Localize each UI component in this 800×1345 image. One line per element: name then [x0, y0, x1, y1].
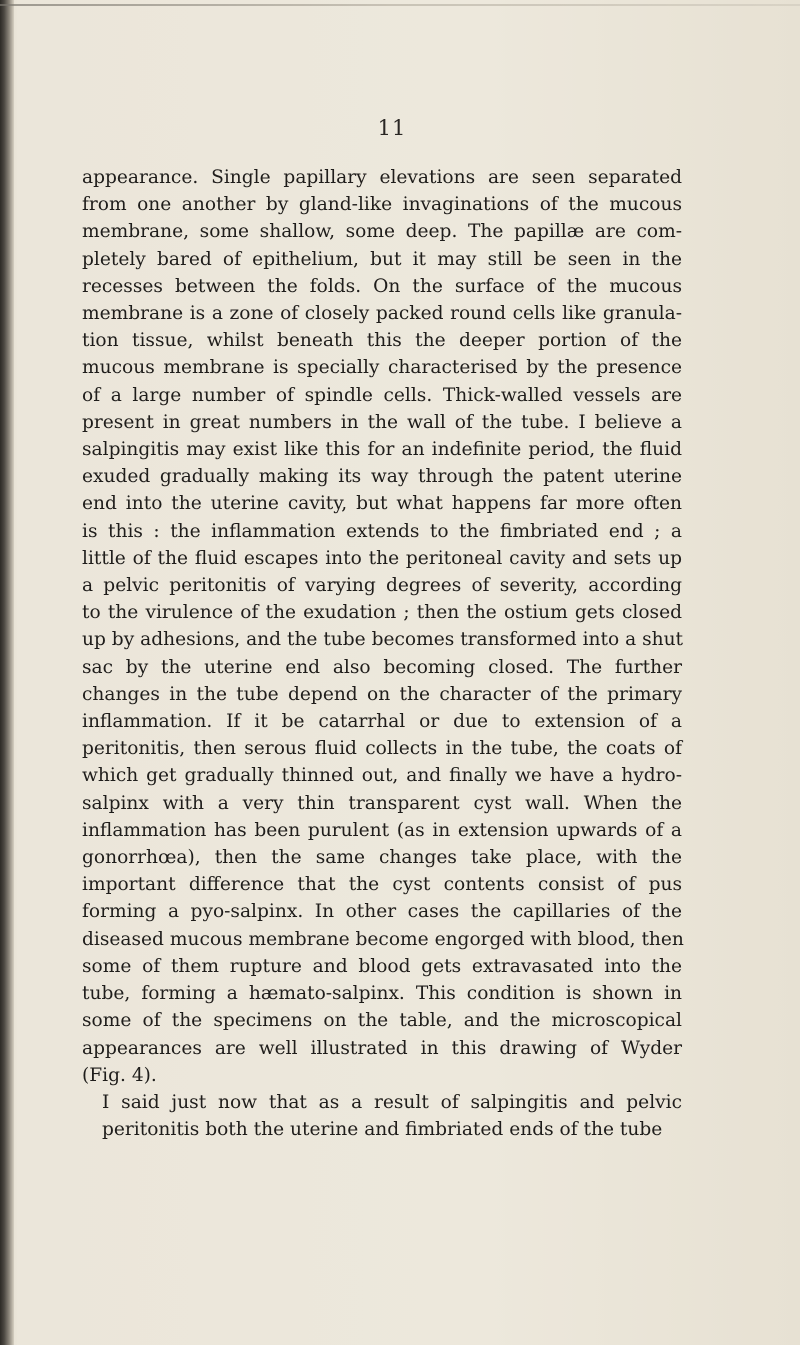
text-line: a pelvic peritonitis of varying degrees of severity, according: [82, 575, 682, 597]
text-line: I said just now that as a result of salpingitis and pelvic: [102, 1091, 682, 1113]
text-line: mucous membrane is specially characterised by the presence: [82, 357, 682, 379]
text-line: to the virulence of the exudation ; then the ostium gets closed: [82, 602, 682, 624]
text-line: end into the uterine cavity, but what happens far more often: [82, 493, 682, 515]
text-line: of a large number of spindle cells. Thick-walled vessels are: [82, 384, 682, 406]
text-line: inflammation. If it be catarrhal or due to extension of a: [82, 711, 682, 733]
text-line: peritonitis, then serous fluid collects in the tube, the coats of: [82, 738, 682, 760]
page-top-edge: [0, 4, 800, 6]
text-line: diseased mucous membrane become engorged with blood, then: [82, 928, 684, 950]
paragraph-1: [82, 164, 682, 1089]
text-line: membrane is a zone of closely packed round cells like granula-: [82, 303, 682, 325]
page-binding-edge: [0, 0, 14, 1345]
text-line: tion tissue, whilst beneath this the deeper portion of the: [82, 330, 682, 352]
paragraph-2: [82, 1089, 682, 1143]
text-line: little of the fluid escapes into the peritoneal cavity and sets up: [82, 547, 682, 569]
text-line: important difference that the cyst contents consist of pus: [82, 874, 682, 896]
text-line: some of them rupture and blood gets extravasated into the: [82, 955, 682, 977]
text-line: present in great numbers in the wall of the tube. I believe a: [82, 411, 682, 433]
text-line: membrane, some shallow, some deep. The papillæ are com-: [82, 221, 682, 243]
text-line: some of the specimens on the table, and the microscopical: [82, 1010, 682, 1032]
text-line: is this : the inflammation extends to the fimbriated end ; a: [82, 520, 682, 542]
text-line: sac by the uterine end also becoming closed. The further: [82, 656, 682, 678]
text-line: inflammation has been purulent (as in extension upwards of a: [82, 819, 682, 841]
text-line: gonorrhœa), then the same changes take place, with the: [82, 847, 682, 869]
text-line: peritonitis both the uterine and fimbriated ends of the tube: [102, 1119, 663, 1141]
text-line: appearances are well illustrated in this drawing of Wyder: [82, 1037, 682, 1059]
text-line: changes in the tube depend on the character of the primary: [82, 683, 682, 705]
text-line: recesses between the folds. On the surface of the mucous: [82, 275, 682, 297]
text-line: salpingitis may exist like this for an indefinite period, the fluid: [82, 439, 682, 461]
text-line: tube, forming a hæmato-salpinx. This condition is shown in: [82, 983, 682, 1005]
text-line: salpinx with a very thin transparent cyst wall. When the: [82, 792, 682, 814]
text-line: pletely bared of epithelium, but it may still be seen in the: [82, 248, 682, 270]
text-line: up by adhesions, and the tube becomes transformed into a shut: [82, 629, 684, 651]
text-line: from one another by gland-like invaginations of the mucous: [82, 194, 682, 216]
page-number: 11: [377, 116, 407, 140]
body-text: [82, 164, 682, 1143]
text-line: exuded gradually making its way through the patent uterine: [82, 466, 682, 488]
text-line: (Fig. 4).: [82, 1064, 157, 1086]
text-line: forming a pyo-salpinx. In other cases the capillaries of the: [82, 901, 682, 923]
text-line: appearance. Single papillary elevations are seen separated: [82, 167, 682, 188]
text-line: which get gradually thinned out, and finally we have a hydro-: [82, 765, 682, 787]
